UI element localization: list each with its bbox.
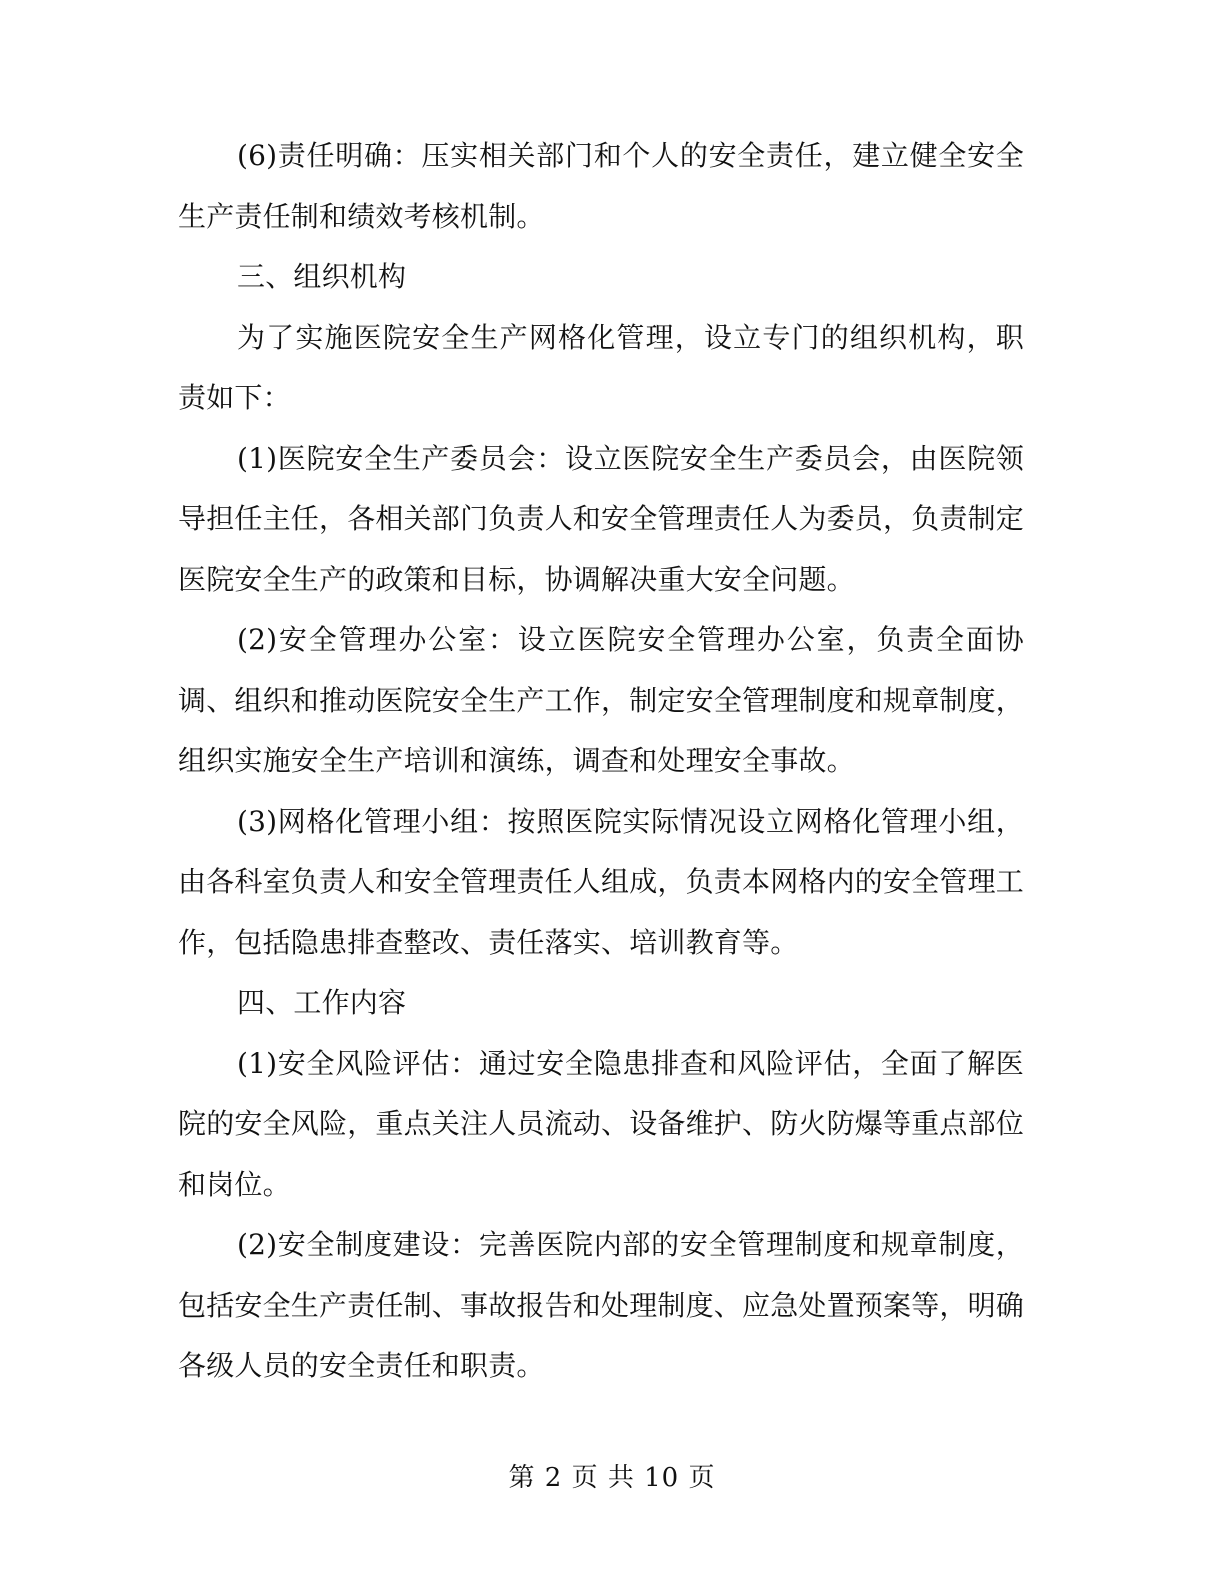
paragraph-risk-assessment: (1)安全风险评估：通过安全隐患排查和风险评估，全面了解医院的安全风险，重点关注人员流动、设备维护、防火防爆等重点部位和岗位。 (178, 1046, 1025, 1201)
paragraph-grid-team: (3)网格化管理小组：按照医院实际情况设立网格化管理小组，由各科室负责人和安全管理责任人组成，负责本网格内的安全管理工作，包括隐患排查整改、责任落实、培训教育等。 (178, 804, 1025, 959)
paragraph-safety-committee: (1)医院安全生产委员会：设立医院安全生产委员会，由医院领导担任主任，各相关部门负责人和安全管理责任人为委员，负责制定医院安全生产的政策和目标，协调解决重大安全问题。 (178, 441, 1025, 596)
page-number-footer: 第 2 页 共 10 页 (508, 1463, 716, 1493)
section-heading-organization: 三、组织机构 (237, 260, 407, 293)
paragraph-responsibility: (6)责任明确：压实相关部门和个人的安全责任，建立健全安全生产责任制和绩效考核机制。 (178, 139, 1024, 233)
section-heading-work-content: 四、工作内容 (237, 986, 407, 1019)
document-body (178, 126, 1024, 1397)
paragraph-safety-system: (2)安全制度建设：完善医院内部的安全管理制度和规章制度，包括安全生产责任制、事故报告和处理制度、应急处置预案等，明确各级人员的安全责任和职责。 (178, 1228, 1025, 1382)
paragraph-safety-office: (2)安全管理办公室：设立医院安全管理办公室，负责全面协调、组织和推动医院安全生产工作，制定安全管理制度和规章制度，组织实施安全生产培训和演练，调查和处理安全事故。 (178, 623, 1025, 777)
paragraph-organization-intro: 为了实施医院安全生产网格化管理，设立专门的组织机构，职责如下： (178, 320, 1024, 414)
